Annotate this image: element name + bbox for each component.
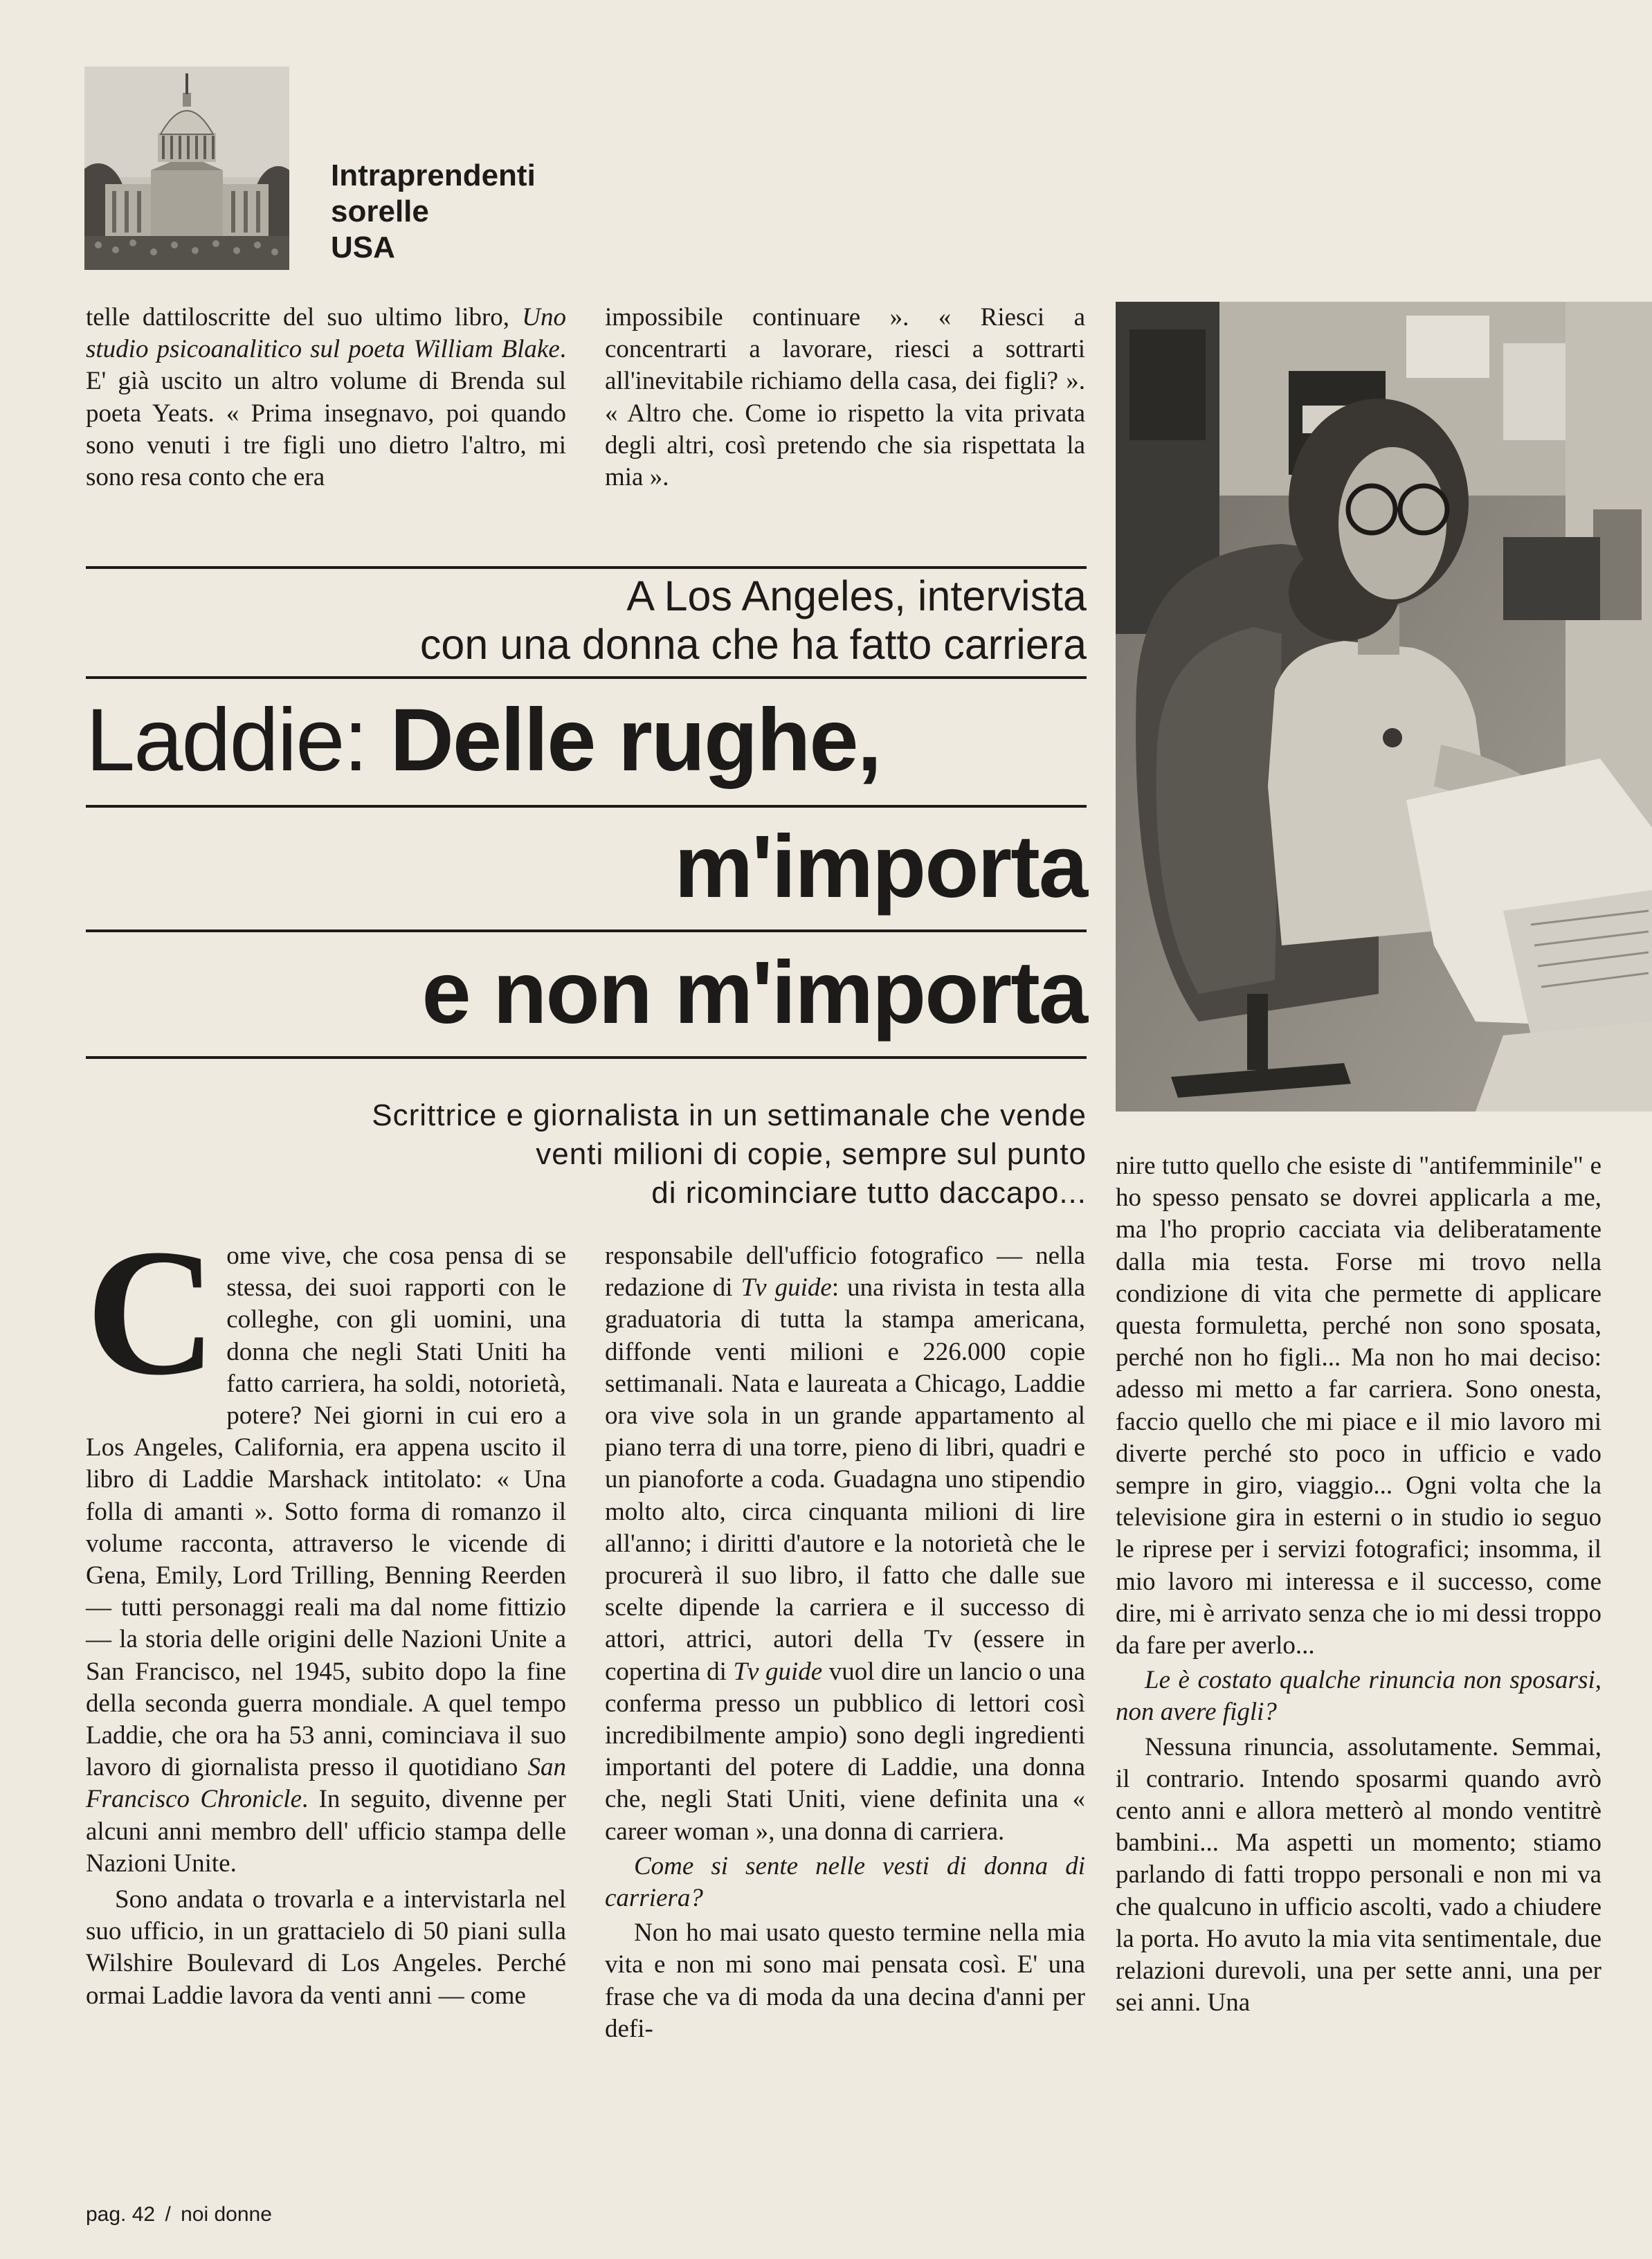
body-paragraph: responsabile dell'ufficio fotografico — nella redazione di Tv guide: una rivista in testa alla graduatoria di tutta la stampa americana, diffonde venti milioni e 226.000 copie settimanali. Nata e laureata a Chicago, Laddie ora vive sola in un grande appartamento al piano terra di una torre, pieno di libri, quadri e un pianoforte a coda. Guadagna uno stipendio molto alto, circa cinquanta milioni di lire all'anno; i diritti d'autore e la notorietà che le procurerà il suo libro, il fatto che dalle sue scelte dipende la carriera e il successo di attori, attrici, autori della Tv (essere in copertina di Tv guide vuol dire un lancio o una conferma presso un pubblico di lettori così incredibilmente ampio) sono degli ingredienti importanti del potere di Laddie, una donna che, negli Stati Uniti, viene definita una « career woman », una donna di carriera.	[605, 1242, 1086, 1846]
drop-cap: C	[86, 1212, 217, 1413]
page-footer	[86, 2202, 272, 2227]
body-col1	[86, 1212, 566, 2012]
rule-title-2	[86, 929, 1087, 932]
body-paragraph: Sono andata o trovarla e a intervistarla nel suo ufficio, in un grattacielo di 50 piani sulla Wilshire Boulevard di Los Angeles. Perché ormai Laddie lavora da venti anni — come	[86, 1885, 566, 2010]
article-title-line3: e non m'importa	[421, 943, 1087, 1042]
portrait-photo	[1116, 302, 1652, 1112]
kicker	[86, 572, 1087, 669]
page-number: pag. 42	[86, 2203, 156, 2226]
capitol-illustration	[84, 66, 289, 270]
section-heading	[331, 158, 536, 266]
rule-title-1	[86, 805, 1087, 808]
top-text-col2: impossibile continuare ». « Riesci a concentrarti a lavorare, riesci a sottrarti all'inevitabile richiamo della casa, dei figli? ». « Altro che. Come io rispetto la vita privata degli altri, così pretendo che sia rispettata la mia ».	[605, 303, 1085, 492]
title-bold: Delle rughe,	[390, 691, 881, 790]
magazine-name: noi donne	[181, 2203, 272, 2226]
body-col2	[605, 1240, 1085, 2045]
interview-question: Le è costato qualche rinuncia non sposarsi, non avere figli?	[1116, 1666, 1601, 1727]
body-paragraph: ome vive, che cosa pensa di se stessa, dei suoi rapporti con le colleghe, con gli uomini, una donna che negli Stati Uniti ha fatto carriera, ha soldi, notorietà, potere? Nei giorni in cui ero a Los Angeles, California, era appena uscito il libro di Laddie Marshack intitolato: « Una folla di amanti ». Sotto forma di romanzo il volume racconta, attraverso le vicende di Gena, Emily, Lord Trilling, Benning Reerden — tutti personaggi reali ma dal nome fittizio — la storia delle origini delle Nazioni Unite a San Francisco, nel 1945, subito dopo la fine della seconda guerra mondiale. A quel tempo Laddie, che ora ha 53 anni, cominciava il suo lavoro di giornalista presso il quotidiano San Francisco Chronicle. In seguito, divenne per alcuni anni membro dell' ufficio stampa delle Nazioni Unite.	[86, 1242, 566, 1878]
kicker-line: A Los Angeles, intervista	[626, 572, 1087, 619]
subtitle-line: venti milioni di copie, sempre sul punto	[536, 1137, 1087, 1171]
section-heading-line: Intraprendenti	[331, 158, 536, 192]
subtitle-line: Scrittrice e giornalista in un settimanale che vende	[372, 1098, 1087, 1132]
section-heading-line: USA	[331, 230, 395, 264]
rule-title-3	[86, 1056, 1087, 1059]
article-title-line2: m'importa	[674, 817, 1087, 916]
footer-separator: /	[165, 2203, 171, 2226]
interview-question: Come si sente nelle vesti di donna di carriera?	[605, 1851, 1085, 1913]
capitol-photo	[84, 66, 289, 270]
body-paragraph: nire tutto quello che esiste di "antifemminile" e ho spesso pensato se dovrei applicarla a me, ma l'ho proprio cacciata via deliberatamente dalla mia testa. Forse mi trovo nella condizione di vita che permette di applicare questa formuletta, perché non sono sposata, perché non ho figli... Ma non ho mai deciso: adesso mi metto a far carriera. Sono onesta, faccio quello che mi piace e il mio lavoro mi diverte perché sto poco in ufficio e vado sempre in giro, viaggio... Ogni volta che la televisione gira in esterni o in studio io seguo le riprese per i servizi fotografici; insomma, il mio lavoro mi interessa e il successo, come dire, mi è arrivato senza che io mi dessi troppo da fare per averlo...	[1116, 1152, 1601, 1660]
title-light: Laddie:	[86, 691, 367, 790]
rule-top	[86, 566, 1087, 569]
rule-below-kicker	[86, 676, 1087, 679]
top-text-col1: telle dattiloscritte del suo ultimo libro, Uno studio psicoanalitico sul poeta William Blake. E' già uscito un altro volume di Brenda sul poeta Yeats. « Prima insegnavo, poi quando sono venuti i tre figli uno dietro l'altro, mi sono resa conto che era	[86, 303, 566, 492]
body-paragraph: Non ho mai usato questo termine nella mia vita e non mi sono mai pensata così. E' una frase che va di moda da una decina d'anni per defi-	[605, 1918, 1085, 2043]
kicker-line: con una donna che ha fatto carriera	[419, 621, 1087, 668]
body-paragraph: Nessuna rinuncia, assolutamente. Semmai, il contrario. Intendo sposarmi quando avrò cento anni e allora metterò al mondo ventitrè bambini... Ma aspetti un momento; stiamo parlando di fatti troppo personali e non mi va che qualcuno in ufficio ascolti, vado a chiudere la porta. Ho avuto la mia vita sentimentale, due relazioni durevoli, una per sette anni, una per sei anni. Una	[1116, 1732, 1601, 2017]
subtitle	[86, 1096, 1087, 1213]
section-heading-line: sorelle	[331, 194, 429, 228]
subtitle-line: di ricominciare tutto daccapo...	[651, 1176, 1087, 1210]
portrait-illustration	[1116, 302, 1652, 1112]
article-title-line1	[86, 682, 1087, 799]
body-col3	[1116, 1150, 1601, 2019]
